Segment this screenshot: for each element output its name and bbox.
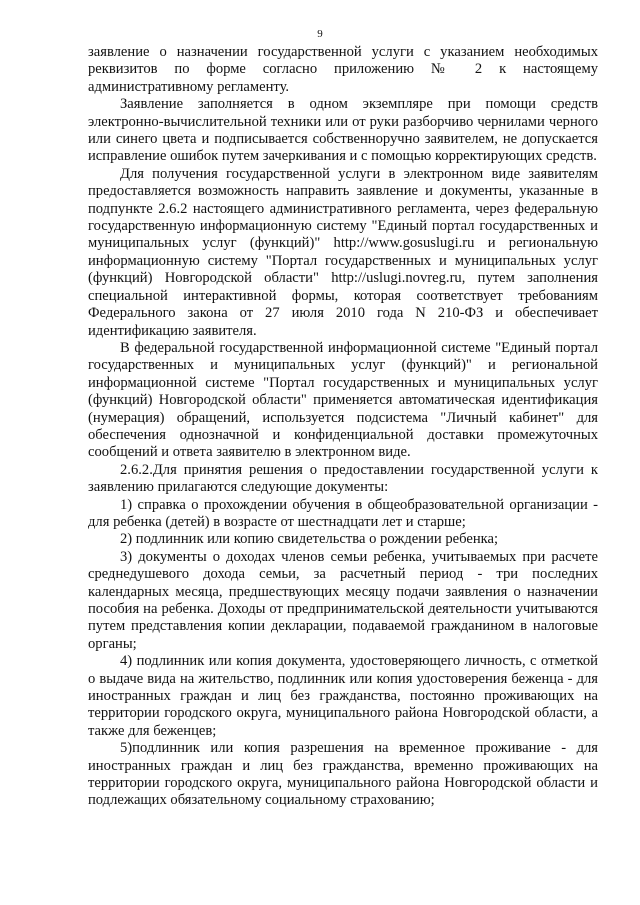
list-item-4: 4) подлинник или копия документа, удостоверяющего личность, с отметкой о выдаче вида на жительство, подлинник или копия удостоверения беженца - для иностранных граждан и лиц без гражданства, постоянно проживающих на территории городского округа, муниципального района Новгородской области, а также для беженцев;: [88, 653, 598, 739]
paragraph-form-filling: Заявление заполняется в одном экземпляре при помощи средств электронно-вычислительной техники или от руки разборчиво чернилами черного или синего цвета и подписывается собственноручно заявителем, не допускается исправление ошибок путем зачеркивания и с помощью корректирующих средств.: [88, 96, 598, 165]
paragraph-electronic-submission: Для получения государственной услуги в электронном виде заявителям предоставляется возможность направить заявление и документы, указанные в подпункте 2.6.2 настоящего административного регламента, через федеральную государственную информационную систему "Единый портал государственных и муниципальных услуг (функций)" http://www.gosuslugi.ru и региональную информационную систему "Портал государственных и муниципальных услуг (функций) Новгородской области" http://uslugi.novreg.ru, путем заполнения специальной интерактивной формы, которая соответствует требованиям Федерального закона от 27 июля 2010 года N 210-ФЗ и обеспечивает идентификацию заявителя.: [88, 165, 598, 339]
list-item-5: 5)подлинник или копия разрешения на временное проживание - для иностранных граждан и лиц без гражданства, временно проживающих на территории городского округа, муниципального района Новгородской области и подлежащих обязательному социальному страхованию;: [88, 740, 598, 809]
list-item-2: 2) подлинник или копию свидетельства о рождении ребенка;: [120, 531, 499, 548]
list-item-3: 3) документы о доходах членов семьи ребенка, учитываемых при расчете среднедушевого дохода семьи, за расчетный период - три последних календарных месяца, предшествующих месяцу подачи заявления о назначении пособия на ребенка. Доходы от предпринимательской деятельности учитываются путем представления копии декларации, подаваемой гражданином в налоговые органы;: [88, 548, 598, 652]
paragraph-identification: В федеральной государственной информационной системе "Единый портал государственных и муниципальных услуг (функций)" и региональной информационной системе "Портал государственных и муниципальных услуг (функций) Новгородской области" применяется автоматическая идентификация (нумерация) обращений, используется подсистема "Личный кабинет" для обеспечения однозначной и конфиденциальной доставки промежуточных сообщений и ответа заявителю в электронном виде.: [88, 339, 598, 461]
page-number: 9: [317, 28, 323, 40]
document-body: [88, 44, 598, 810]
paragraph-continuation: заявление о назначении государственной услуги с указанием необходимых реквизитов по форме согласно приложению № 2 к настоящему административному регламенту.: [88, 44, 598, 95]
list-item-1: 1) справка о прохождении обучения в общеобразовательной организации - для ребенка (детей) в возрасте от шестнадцати лет и старше;: [88, 496, 598, 530]
paragraph-2-6-2: 2.6.2.Для принятия решения о предоставлении государственной услуги к заявлению прилагаются следующие документы:: [88, 461, 598, 496]
